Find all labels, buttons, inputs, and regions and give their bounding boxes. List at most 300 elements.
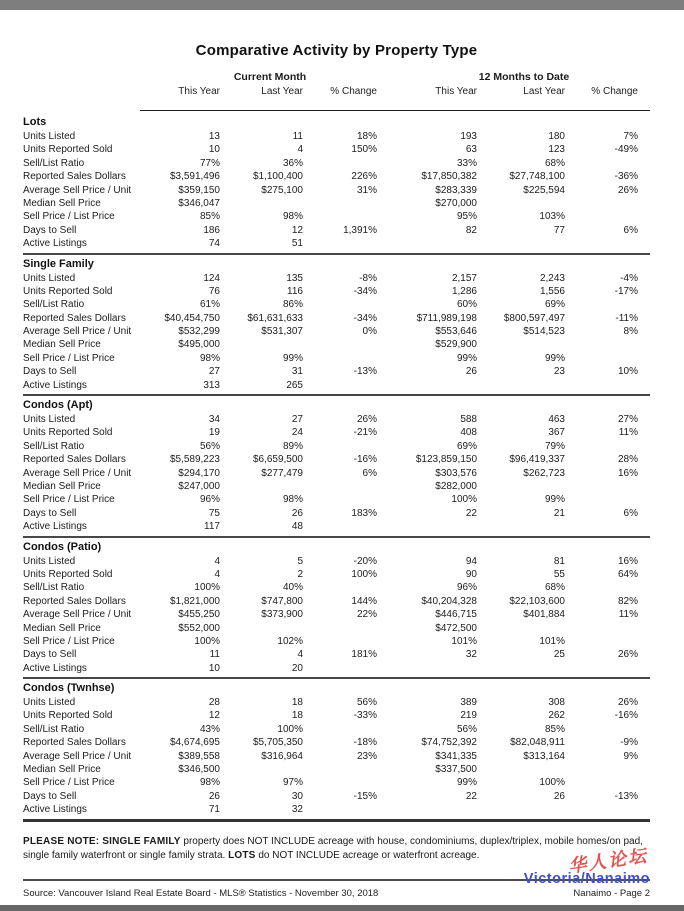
- cell: [477, 622, 565, 635]
- cell: $800,597,497: [503, 312, 565, 324]
- cell: 68%: [544, 582, 565, 594]
- cell: [565, 635, 638, 648]
- row-label: Units Reported Sold: [23, 285, 113, 297]
- cell: 11%: [618, 609, 638, 621]
- cell: $747,800: [261, 595, 303, 607]
- cell: 23: [553, 366, 565, 378]
- footnote-text: property does NOT INCLUDE acreage with house, condominiums, duplex/triplex, mobile homes/on pad, single family waterfront or single family strata.: [23, 835, 643, 862]
- cell: [303, 157, 377, 170]
- cell: $40,454,750: [164, 312, 220, 324]
- table-row: [23, 440, 650, 453]
- cell: 101%: [539, 635, 565, 647]
- cell: 77: [553, 224, 565, 236]
- cell: 85%: [199, 211, 220, 223]
- cell: $225,594: [523, 184, 565, 196]
- cell: 26%: [356, 414, 377, 426]
- cell: [477, 237, 565, 250]
- cell: [303, 197, 377, 210]
- table-row: [23, 581, 650, 594]
- cell: 12: [291, 224, 303, 236]
- cell: [477, 662, 565, 675]
- cell: $6,659,500: [252, 454, 303, 466]
- row-label: Sell Price / List Price: [23, 211, 115, 223]
- cell: 32: [291, 804, 303, 816]
- cell: 181%: [351, 649, 377, 661]
- cell: [377, 662, 477, 675]
- cell: 28%: [617, 454, 638, 466]
- cell: 30: [291, 790, 303, 802]
- header-divider: [140, 110, 650, 111]
- cell: [303, 763, 377, 776]
- cell: -36%: [614, 171, 638, 183]
- row-label: Median Sell Price: [23, 480, 101, 492]
- cell: 265: [286, 379, 303, 391]
- cell: 23%: [356, 750, 377, 762]
- table-row: [23, 184, 650, 197]
- row-label: Median Sell Price: [23, 764, 101, 776]
- cell: 11: [209, 649, 220, 661]
- cell: [303, 520, 377, 533]
- cell: [477, 803, 565, 816]
- cell: 34: [208, 414, 220, 426]
- cell: [303, 803, 377, 816]
- section-title: Condos (Patio): [23, 540, 102, 553]
- cell: [220, 763, 303, 776]
- cell: 26%: [617, 184, 638, 196]
- scan-edge-top: [0, 0, 684, 10]
- cell: $316,964: [261, 750, 303, 762]
- cell: 16%: [617, 467, 638, 479]
- row-label: Median Sell Price: [23, 197, 101, 209]
- cell: [477, 763, 565, 776]
- cell: 27: [291, 414, 303, 426]
- cell: 33%: [456, 157, 477, 169]
- cell: [565, 338, 638, 351]
- cell: 2: [297, 568, 303, 580]
- row-label: Average Sell Price / Unit: [23, 750, 132, 762]
- cell: 4: [214, 555, 220, 567]
- cell: $446,715: [435, 609, 477, 621]
- row-label: Reported Sales Dollars: [23, 595, 126, 607]
- cell: $1,821,000: [169, 595, 220, 607]
- cell: $40,204,328: [421, 595, 477, 607]
- cell: [565, 480, 638, 493]
- cell: $5,589,223: [169, 454, 220, 466]
- row-label: Average Sell Price / Unit: [23, 326, 132, 338]
- row-label: Sell/List Ratio: [23, 157, 85, 169]
- cell: [477, 520, 565, 533]
- cell: -34%: [353, 312, 377, 324]
- cell: 27%: [617, 414, 638, 426]
- cell: $337,500: [435, 764, 477, 776]
- cell: $313,164: [523, 750, 565, 762]
- cell: 135: [286, 272, 303, 284]
- row-label: Active Listings: [23, 804, 87, 816]
- table-row: [23, 379, 650, 392]
- cell: $275,100: [261, 184, 303, 196]
- cell: -9%: [620, 737, 638, 749]
- cell: $529,900: [435, 339, 477, 351]
- cell: 117: [204, 521, 220, 533]
- table-row: [23, 426, 650, 439]
- cell: $303,576: [435, 467, 477, 479]
- cell: -34%: [353, 285, 377, 297]
- cell: 262: [548, 710, 565, 722]
- cell: [303, 776, 377, 789]
- section-single-family: [23, 255, 650, 397]
- table-row: [23, 608, 650, 621]
- cell: [377, 520, 477, 533]
- table-row: [23, 157, 650, 170]
- footnote-bold-please-note: PLEASE NOTE: SINGLE FAMILY: [23, 835, 181, 847]
- cell: [303, 440, 377, 453]
- cell: 82%: [617, 595, 638, 607]
- cell: 32: [465, 649, 477, 661]
- cell: 4: [297, 649, 303, 661]
- cell: 99%: [456, 777, 477, 789]
- cell: 180: [548, 131, 565, 142]
- cell: 6%: [623, 507, 638, 519]
- row-label: Sell Price / List Price: [23, 494, 115, 506]
- table-row: [23, 635, 650, 648]
- footnote: [23, 835, 643, 864]
- section-condos-patio: [23, 538, 650, 680]
- table-row: [23, 790, 650, 803]
- cell: 69%: [456, 440, 477, 452]
- table-row: [23, 325, 650, 338]
- cell: 97%: [282, 777, 303, 789]
- table-header: [23, 71, 650, 113]
- section-title: Condos (Apt): [23, 399, 93, 412]
- cell: 22%: [356, 609, 377, 621]
- table-row: [23, 736, 650, 749]
- cell: 22: [465, 507, 477, 519]
- cell: 31%: [356, 184, 377, 196]
- cell: 85%: [544, 723, 565, 735]
- table-row: [23, 285, 650, 298]
- cell: 99%: [544, 352, 565, 364]
- cell: [565, 776, 638, 789]
- row-label: Units Reported Sold: [23, 144, 113, 156]
- cell: 144%: [351, 595, 377, 607]
- cell: 1,286: [451, 285, 477, 297]
- cell: 55: [553, 568, 565, 580]
- cell: 96%: [199, 494, 220, 506]
- table-row: [23, 803, 650, 816]
- table-row: [23, 224, 650, 237]
- cell: $711,989,198: [416, 312, 477, 324]
- table-row: [23, 352, 650, 365]
- cell: 26%: [617, 697, 638, 709]
- column-header-row: [23, 86, 650, 97]
- section-condos-apt: [23, 396, 650, 538]
- cell: 28: [208, 697, 220, 709]
- footnote-text: do NOT INCLUDE acreage or waterfront acreage.: [255, 850, 480, 862]
- cell: 6%: [623, 224, 638, 236]
- footnote-bold-lots: LOTS: [228, 850, 256, 862]
- cell: [303, 581, 377, 594]
- table-row: [23, 648, 650, 661]
- table-row: [23, 750, 650, 763]
- cell: $4,674,695: [169, 737, 220, 749]
- document-page: [23, 10, 650, 899]
- cell: 68%: [544, 157, 565, 169]
- cell: [220, 197, 303, 210]
- table-row: [23, 467, 650, 480]
- cell: $82,048,911: [510, 737, 565, 749]
- cell: 16%: [617, 555, 638, 567]
- cell: 7%: [623, 131, 638, 142]
- row-label: Sell/List Ratio: [23, 299, 85, 311]
- cell: 11: [292, 131, 303, 142]
- cell: 9%: [623, 750, 638, 762]
- cell: 19: [208, 427, 220, 439]
- cell: -16%: [353, 454, 377, 466]
- cell: 100%: [539, 777, 565, 789]
- cell: -18%: [353, 737, 377, 749]
- row-label: Units Listed: [23, 555, 76, 567]
- cell: $96,419,337: [509, 454, 565, 466]
- page-number: Nanaimo - Page 2: [573, 887, 650, 899]
- table-row: [23, 568, 650, 581]
- cell: -15%: [353, 790, 377, 802]
- row-label: Sell/List Ratio: [23, 582, 85, 594]
- table-row: [23, 298, 650, 311]
- cell: [303, 662, 377, 675]
- cell: [565, 352, 638, 365]
- table-row: [23, 763, 650, 776]
- cell: 18: [291, 710, 303, 722]
- cell: 24: [291, 427, 303, 439]
- column-header: % Change: [330, 86, 377, 97]
- cell: 98%: [199, 777, 220, 789]
- group-header-12-months-to-date: 12 Months to Date: [478, 71, 570, 83]
- row-label: Units Reported Sold: [23, 710, 113, 722]
- cell: [303, 210, 377, 223]
- watermark-red-text: 华人论坛: [567, 845, 650, 877]
- cell: 51: [291, 238, 303, 250]
- cell: [220, 338, 303, 351]
- cell: 12: [208, 710, 220, 722]
- cell: $27,748,100: [509, 171, 565, 183]
- column-header: Last Year: [523, 86, 565, 97]
- row-label: Sell Price / List Price: [23, 635, 115, 647]
- cell: 81: [553, 555, 565, 567]
- cell: 100%: [194, 582, 220, 594]
- cell: 79%: [544, 440, 565, 452]
- cell: [303, 622, 377, 635]
- cell: 82: [465, 224, 477, 236]
- table-row: [23, 210, 650, 223]
- table-row: [23, 595, 650, 608]
- cell: $401,884: [523, 609, 565, 621]
- cell: 99%: [544, 494, 565, 506]
- row-label: Units Reported Sold: [23, 427, 113, 439]
- section-lots: [23, 113, 650, 255]
- cell: $514,523: [523, 326, 565, 338]
- cell: [303, 480, 377, 493]
- cell: 86%: [282, 299, 303, 311]
- table-row: [23, 413, 650, 426]
- row-label: Reported Sales Dollars: [23, 454, 126, 466]
- cell: 313: [203, 379, 220, 391]
- cell: $373,900: [261, 609, 303, 621]
- cell: 98%: [282, 494, 303, 506]
- cell: 588: [460, 414, 477, 426]
- row-label: Units Listed: [23, 131, 76, 142]
- cell: -33%: [353, 710, 377, 722]
- cell: -17%: [614, 285, 638, 297]
- cell: 2,243: [539, 272, 565, 284]
- cell: [477, 480, 565, 493]
- cell: 10: [208, 144, 220, 156]
- cell: -21%: [353, 427, 377, 439]
- cell: 60%: [456, 299, 477, 311]
- cell: -16%: [614, 710, 638, 722]
- row-label: Average Sell Price / Unit: [23, 184, 132, 196]
- cell: 56%: [199, 440, 220, 452]
- cell: [303, 352, 377, 365]
- cell: 21: [553, 507, 565, 519]
- section-title: Single Family: [23, 257, 94, 270]
- table-row: [23, 507, 650, 520]
- row-label: Sell Price / List Price: [23, 777, 115, 789]
- cell: $346,500: [178, 764, 220, 776]
- cell: 408: [460, 427, 477, 439]
- cell: $283,339: [435, 184, 477, 196]
- cell: [303, 635, 377, 648]
- cell: [565, 440, 638, 453]
- cell: [377, 379, 477, 392]
- cell: 40%: [282, 582, 303, 594]
- cell: 100%: [194, 635, 220, 647]
- cell: 99%: [282, 352, 303, 364]
- table-row: [23, 776, 650, 789]
- cell: $5,705,350: [252, 737, 303, 749]
- cell: $123,859,150: [415, 454, 477, 466]
- row-label: Average Sell Price / Unit: [23, 609, 132, 621]
- cell: -4%: [620, 272, 638, 284]
- cell: 48: [291, 521, 303, 533]
- column-header: % Change: [591, 86, 638, 97]
- row-label: Average Sell Price / Unit: [23, 467, 132, 479]
- cell: 18%: [356, 131, 377, 142]
- table-row: [23, 338, 650, 351]
- cell: [303, 298, 377, 311]
- cell: 56%: [356, 697, 377, 709]
- cell: $294,170: [178, 467, 220, 479]
- cell: 116: [287, 285, 303, 297]
- cell: 183%: [351, 507, 377, 519]
- scan-edge-bottom: [0, 905, 684, 911]
- cell: $282,000: [435, 480, 477, 492]
- cell: 308: [548, 697, 565, 709]
- cell: 26%: [617, 649, 638, 661]
- cell: $262,723: [523, 467, 565, 479]
- cell: -13%: [353, 366, 377, 378]
- cell: 89%: [282, 440, 303, 452]
- row-label: Days to Sell: [23, 507, 77, 519]
- cell: [565, 237, 638, 250]
- cell: 13: [208, 131, 220, 142]
- watermark-blue-text: Victoria/Nanaimo: [523, 871, 650, 887]
- row-label: Reported Sales Dollars: [23, 737, 126, 749]
- cell: 389: [460, 697, 477, 709]
- table-row: [23, 312, 650, 325]
- table-body: [23, 113, 650, 822]
- row-label: Days to Sell: [23, 224, 77, 236]
- page-title: Comparative Activity by Property Type: [195, 42, 478, 59]
- section-condos-twnhse: [23, 679, 650, 822]
- cell: 99%: [456, 352, 477, 364]
- cell: $455,250: [178, 609, 220, 621]
- cell: [303, 237, 377, 250]
- cell: 1,556: [539, 285, 565, 297]
- cell: 101%: [451, 635, 477, 647]
- cell: [565, 662, 638, 675]
- cell: [565, 581, 638, 594]
- row-label: Active Listings: [23, 379, 87, 391]
- cell: -11%: [615, 312, 638, 324]
- cell: 193: [460, 131, 477, 142]
- cell: $531,307: [261, 326, 303, 338]
- row-label: Units Listed: [23, 414, 76, 426]
- cell: $22,103,600: [509, 595, 565, 607]
- cell: 2,157: [451, 272, 477, 284]
- cell: [565, 157, 638, 170]
- cell: [220, 480, 303, 493]
- row-label: Reported Sales Dollars: [23, 171, 126, 183]
- row-label: Median Sell Price: [23, 622, 101, 634]
- cell: 11%: [618, 427, 638, 439]
- cell: 31: [291, 366, 303, 378]
- cell: 26: [208, 790, 220, 802]
- table-row: [23, 170, 650, 183]
- cell: -13%: [614, 790, 638, 802]
- cell: $277,479: [261, 467, 303, 479]
- cell: 1,391%: [343, 224, 377, 236]
- row-label: Days to Sell: [23, 649, 77, 661]
- cell: $1,100,400: [252, 171, 303, 183]
- cell: 98%: [199, 352, 220, 364]
- cell: 90: [465, 568, 477, 580]
- cell: 94: [465, 555, 477, 567]
- row-label: Sell/List Ratio: [23, 723, 85, 735]
- row-label: Active Listings: [23, 662, 87, 674]
- cell: [565, 493, 638, 506]
- table-row: [23, 143, 650, 156]
- cell: 6%: [362, 467, 377, 479]
- cell: 76: [208, 285, 220, 297]
- cell: 367: [548, 427, 565, 439]
- cell: 96%: [456, 582, 477, 594]
- cell: [477, 197, 565, 210]
- row-label: Active Listings: [23, 521, 87, 533]
- cell: $341,335: [435, 750, 477, 762]
- cell: 56%: [456, 723, 477, 735]
- table-row: [23, 723, 650, 736]
- cell: $389,558: [178, 750, 220, 762]
- row-label: Sell/List Ratio: [23, 440, 85, 452]
- cell: [565, 520, 638, 533]
- row-label: Units Listed: [23, 272, 76, 284]
- cell: 5: [297, 555, 303, 567]
- cell: $553,646: [435, 326, 477, 338]
- cell: [220, 622, 303, 635]
- cell: 123: [548, 144, 565, 156]
- cell: $359,150: [178, 184, 220, 196]
- cell: [303, 723, 377, 736]
